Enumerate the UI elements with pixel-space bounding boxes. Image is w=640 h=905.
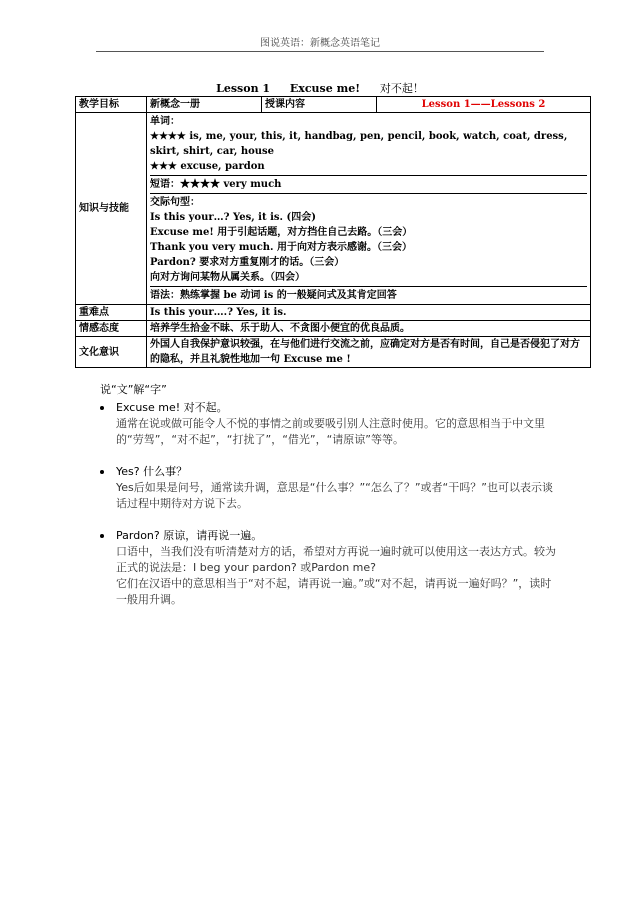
lesson-english-title: Excuse me! <box>289 82 361 95</box>
sentence-1: Is this your…? Yes, it is. (四会) <box>150 212 316 223</box>
attitude-label: 情感态度 <box>76 321 147 337</box>
table-row <box>76 321 591 337</box>
note-body-continued: 它们在汉语中的意思相当于“对不起，请再说一遍。”或“对不起，请再说一遍好吗？”，读时一般用升调。 <box>116 577 552 606</box>
sentence-5: 向对方询问某物从属关系。（四会） <box>150 272 305 283</box>
content-value: Lesson 1——Lessons 2 <box>377 97 591 113</box>
list-item <box>100 528 560 608</box>
table-row <box>76 97 591 113</box>
page-header: 图说英语：新概念英语笔记 <box>260 38 380 49</box>
table-row <box>76 305 591 321</box>
bullet-icon <box>100 534 104 538</box>
note-body: Yes后如果是问号，通常读升调，意思是“什么事？”“怎么了？”或者“干吗？”也可以表示谈话过程中期待对方说下去。 <box>116 481 553 510</box>
difficulty-value: Is this your….? Yes, it is. <box>147 305 591 321</box>
culture-label: 文化意识 <box>76 337 147 368</box>
knowledge-label: 知识与技能 <box>76 113 147 305</box>
table-row <box>150 194 587 287</box>
list-item <box>100 464 560 512</box>
words-cell <box>150 113 587 176</box>
sentences-cell <box>150 194 587 287</box>
bullet-icon <box>100 406 104 410</box>
sentence-3: Thank you very much. 用于向对方表示感谢。（三会） <box>150 242 413 253</box>
goal-label: 教学目标 <box>76 97 147 113</box>
attitude-value: 培养学生拾金不昧、乐于助人、不贪图小便宜的优良品质。 <box>147 321 591 337</box>
content-label: 授课内容 <box>262 97 377 113</box>
table-row <box>150 176 587 194</box>
note-body: 通常在说或做可能令人不悦的事情之前或要吸引别人注意时使用。它的意思相当于中文里的“劳驾”，“对不起”，“打扰了”，“借光”，“请原谅”等等。 <box>116 417 545 446</box>
book-name: 新概念一册 <box>147 97 262 113</box>
notes-title: 说“文”解“字” <box>100 383 167 396</box>
sentence-2: Excuse me! 用于引起话题，对方挡住自己去路。（三会） <box>150 227 413 238</box>
header-rule <box>96 51 544 52</box>
note-head: Excuse me! 对不起。 <box>116 401 228 414</box>
sentence-4: Pardon? 要求对方重复刚才的话。（三会） <box>150 257 345 268</box>
list-item <box>100 400 560 448</box>
lesson-title <box>0 80 640 96</box>
words-title: 单词： <box>150 116 180 127</box>
lesson-chinese-title: 对不起！ <box>379 82 424 95</box>
table-row <box>76 337 591 368</box>
grammar-cell: 语法：熟练掌握 be 动词 is 的一般疑问式及其肯定回答 <box>150 287 587 305</box>
notes-list <box>100 400 560 624</box>
knowledge-content <box>147 113 591 305</box>
sentences-title: 交际句型： <box>150 197 200 208</box>
note-head: Pardon? 原谅，请再说一遍。 <box>116 529 263 542</box>
words-line-2: ★★★ excuse, pardon <box>150 161 265 172</box>
table-row <box>150 287 587 305</box>
bullet-icon <box>100 470 104 474</box>
phrase-cell: 短语：★★★★ very much <box>150 176 587 194</box>
note-head: Yes? 什么事？ <box>116 465 188 478</box>
lesson-number: Lesson 1 <box>216 82 271 95</box>
lesson-plan-table <box>75 96 591 368</box>
words-line-1: ★★★★ is, me, your, this, it, handbag, pen, pencil, book, watch, coat, dress, skirt, shirt, car, house <box>150 131 568 157</box>
note-body: 口语中，当我们没有听清楚对方的话，希望对方再说一遍时就可以使用这一表达方式。较为正式的说法是：I beg your pardon? 或Pardon me? <box>116 545 556 574</box>
difficulty-label: 重难点 <box>76 305 147 321</box>
table-row <box>150 113 587 176</box>
knowledge-inner <box>150 113 587 304</box>
table-row <box>76 113 591 305</box>
culture-value: 外国人自我保护意识较强，在与他们进行交流之前，应确定对方是否有时间，自己是否侵犯了对方的隐私，并且礼貌性地加一句 Excuse me ! <box>147 337 591 368</box>
